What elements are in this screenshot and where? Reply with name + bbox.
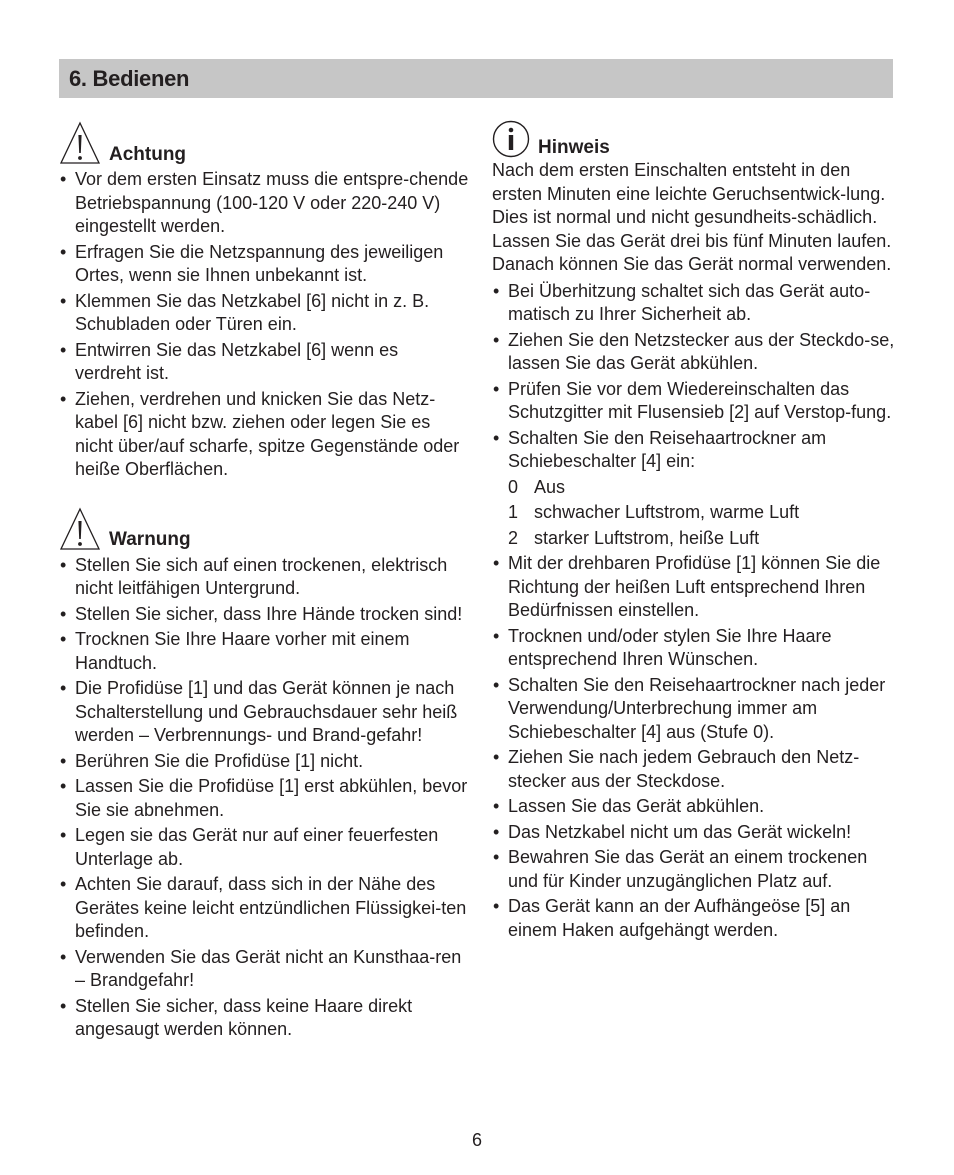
hinweis-list-continued: [492, 552, 902, 942]
hinweis-heading: [492, 118, 902, 158]
list-item: • Ziehen Sie nach jedem Gebrauch den Netz-stecker aus der Steckdose.: [492, 746, 902, 793]
hinweis-block: [492, 118, 902, 942]
level-item: [508, 501, 902, 525]
level-label: schwacher Luftstrom, warme Luft: [534, 502, 800, 522]
level-label: Aus: [534, 476, 566, 497]
list-item: • Ziehen Sie den Netzstecker aus der Steckdo-se, lassen Sie das Gerät abkühlen.: [492, 329, 902, 376]
list-item: • Verwenden Sie das Gerät nicht an Kunsthaa-ren – Brandgefahr!: [59, 946, 469, 993]
left-column: [59, 118, 469, 1044]
list-item: • Berühren Sie die Profidüse [1] nicht.: [59, 750, 469, 774]
list-item: • Ziehen, verdrehen und knicken Sie das Netz-kabel [6] nicht bzw. ziehen oder legen Sie es nicht über/auf scharfe, spitze Gegenstände oder heiße Oberflächen.: [59, 388, 469, 482]
level-label: starker Luftstrom, heiße Luft: [534, 527, 760, 548]
info-circle-icon: [492, 120, 530, 158]
section-header-bar: [59, 59, 893, 98]
list-item: • Stellen Sie sicher, dass Ihre Hände trocken sind!: [59, 603, 469, 627]
achtung-list: [59, 168, 469, 482]
list-item: • Das Netzkabel nicht um das Gerät wickeln!: [492, 821, 902, 845]
list-item: • Lassen Sie die Profidüse [1] erst abkühlen, bevor Sie sie abnehmen.: [59, 775, 469, 822]
list-item: • Lassen Sie das Gerät abkühlen.: [492, 795, 902, 819]
achtung-heading: [59, 118, 469, 165]
list-item: • Trocknen Sie Ihre Haare vorher mit einem Handtuch.: [59, 628, 469, 675]
level-number: 0: [508, 476, 519, 497]
hinweis-paragraph: Nach dem ersten Einschalten entsteht in den ersten Minuten eine leichte Geruchsentwick-lung. Dies ist normal und nicht gesundheits-schädlich. Lassen Sie das Gerät drei bis fünf Minuten laufen. Danach können Sie das Gerät normal verwenden.: [492, 160, 892, 274]
list-item: • Stellen Sie sicher, dass keine Haare direkt angesaugt werden können.: [59, 995, 469, 1042]
level-number: 2: [508, 527, 519, 548]
list-item: • Erfragen Sie die Netzspannung des jeweiligen Ortes, wenn sie Ihnen unbekannt ist.: [59, 241, 469, 288]
list-item: • Bewahren Sie das Gerät an einem trockenen und für Kinder unzugänglichen Platz auf.: [492, 846, 902, 893]
list-item: • Das Gerät kann an der Aufhängeöse [5] an einem Haken aufgehängt werden.: [492, 895, 902, 942]
list-item: • Legen sie das Gerät nur auf einer feuerfesten Unterlage ab.: [59, 824, 469, 871]
section-title: 6. Bedienen: [69, 66, 190, 91]
list-item: • Schalten Sie den Reisehaartrockner am Schiebeschalter [4] ein:: [492, 427, 902, 474]
level-item: [508, 527, 902, 551]
list-item: • Mit der drehbaren Profidüse [1] können Sie die Richtung der heißen Luft entsprechend Ihren Bedürfnissen einstellen.: [492, 552, 902, 623]
list-item: • Vor dem ersten Einsatz muss die entspre-chende Betriebspannung (100-120 V oder 220-240 V) eingestellt werden.: [59, 168, 469, 239]
list-item: • Schalten Sie den Reisehaartrockner nach jeder Verwendung/Unterbrechung immer am Schiebeschalter [4] aus (Stufe 0).: [492, 674, 902, 745]
warning-triangle-icon: [59, 507, 101, 551]
hinweis-list: [492, 280, 902, 474]
warning-triangle-icon: [59, 121, 101, 165]
list-item: • Prüfen Sie vor dem Wiedereinschalten das Schutzgitter mit Flusensieb [2] auf Verstop-fung.: [492, 378, 902, 425]
level-item: [508, 476, 902, 500]
warnung-heading: [59, 504, 469, 551]
list-item: • Bei Überhitzung schaltet sich das Gerät auto-matisch zu Ihrer Sicherheit ab.: [492, 280, 902, 327]
achtung-title: Achtung: [109, 143, 187, 165]
list-item: • Trocknen und/oder stylen Sie Ihre Haare entsprechend Ihren Wünschen.: [492, 625, 902, 672]
list-item: • Achten Sie darauf, dass sich in der Nähe des Gerätes keine leicht entzündlichen Flüssigkei-ten befinden.: [59, 873, 469, 944]
warnung-block: [59, 504, 469, 1042]
list-item: • Entwirren Sie das Netzkabel [6] wenn es verdreht ist.: [59, 339, 469, 386]
level-number: 1: [508, 502, 519, 522]
warnung-list: [59, 554, 469, 1042]
achtung-block: [59, 118, 469, 482]
list-item: • Stellen Sie sich auf einen trockenen, elektrisch nicht leitfähigen Untergrund.: [59, 554, 469, 601]
hinweis-title: Hinweis: [538, 136, 610, 158]
page-number: 6: [471, 1130, 482, 1150]
right-column: [492, 118, 902, 944]
list-item: • Die Profidüse [1] und das Gerät können je nach Schalterstellung und Gebrauchsdauer sehr heiß werden – Verbrennungs- und Brand-gefahr!: [59, 677, 469, 748]
warnung-title: Warnung: [109, 529, 191, 550]
switch-levels-list: [492, 476, 902, 551]
list-item: • Klemmen Sie das Netzkabel [6] nicht in z. B. Schubladen oder Türen ein.: [59, 290, 469, 337]
